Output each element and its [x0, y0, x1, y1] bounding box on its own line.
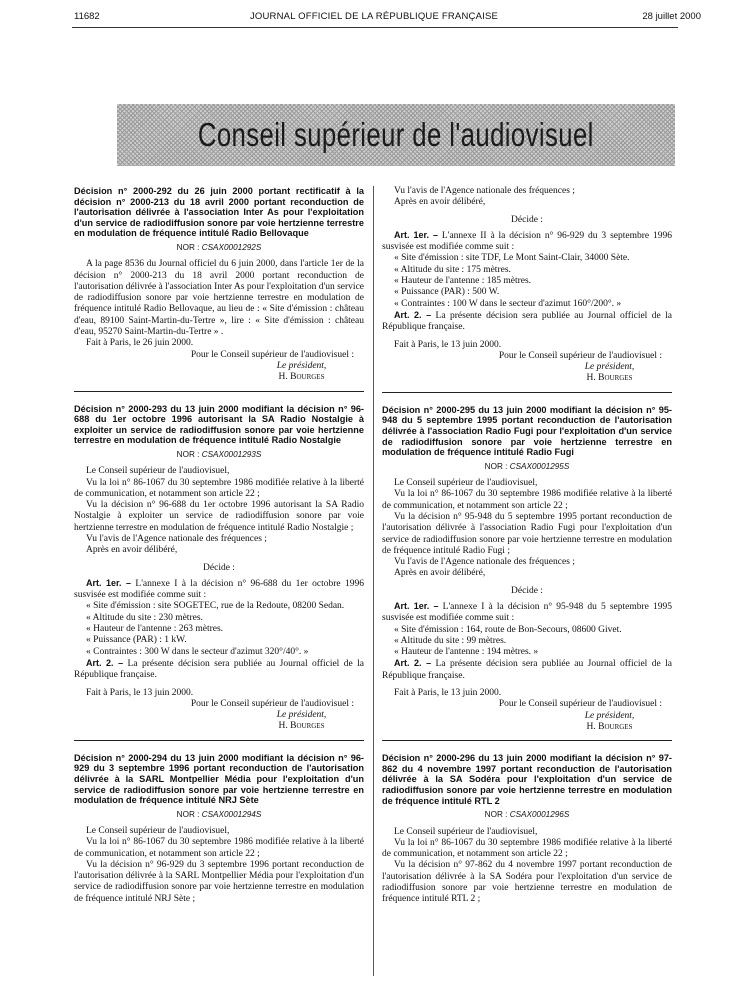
decision-heading: Décision n° 2000-294 du 13 juin 2000 modifiant la décision n° 96-929 du 3 septembre 1996 portant reconduction de l'autorisation délivrée à la SARL Montpellier Média pour l'exploitation d'un service de radiodiffusion sonore par voie hertzienne terrestre en modulation de fréquence intitulé NRJ Sète	[74, 752, 364, 806]
decision-heading: Décision n° 2000-293 du 13 juin 2000 modifiant la décision n° 96-688 du 1er octobre 1996 autorisant la SA Radio Nostalgie à exploiter un service de radiodiffusion sonore par voie hertzienne terrestre en modulation de fréquence intitulé Radio Nostalgie	[74, 403, 364, 446]
list-item: « Hauteur de l'antenne : 263 mètres.	[86, 624, 224, 635]
signature-name: H. Bourges	[278, 721, 325, 732]
signing-place-date: Fait à Paris, le 13 juin 2000.	[394, 339, 502, 350]
paragraph: Vu la décision n° 96-688 du 1er octobre 1996 autorisant la SA Radio Nostalgie à exploiter un service de radiodiffusion sonore par voie hertzienne terrestre en modulation de fréquence intitulé Radio Nostalgie ;	[74, 500, 364, 533]
paragraph: Vu la loi n° 86-1067 du 30 septembre 1986 modifiée relative à la liberté de communication, et notamment son article 22 ;	[382, 489, 672, 511]
list-item: « Altitude du site : 230 mètres.	[86, 612, 203, 623]
decision-heading: Décision n° 2000-295 du 13 juin 2000 modifiant la décision n° 95-948 du 5 septembre 1995 portant reconduction de l'autorisation délivrée à l'association Radio Fugi pour l'exploitation d'un service de radiodiffusion sonore par voie hertzienne terrestre en modulation de fréquence intitulé Radio Fugi	[382, 404, 672, 458]
section-banner	[117, 104, 675, 166]
article: Art. 1er. – L'annexe I à la décision n° 96-688 du 1er octobre 1996 susvisée est modifiée comme suit :	[74, 577, 365, 601]
paragraph: Vu l'avis de l'Agence nationale des fréquences ;	[86, 533, 267, 544]
paragraph: Vu la décision n° 95-948 du 5 septembre 1995 portant reconduction de l'autorisation délivrée à l'association Radio Fugi pour l'exploitation d'un service de radiodiffusion sonore par voie hertzienne terrestre en modulation de fréquence intitulé Radio Fugi ;	[382, 511, 672, 556]
signing-place-date: Fait à Paris, le 13 juin 2000.	[394, 688, 502, 699]
separator	[74, 740, 364, 741]
paragraph: Vu l'avis de l'Agence nationale des fréquences ;	[394, 186, 575, 196]
paragraph: Après en avoir délibéré,	[394, 197, 486, 208]
paragraph: Le Conseil supérieur de l'audiovisuel,	[394, 826, 538, 837]
list-item: « Site d'émission : site TDF, Le Mont Saint-Clair, 34000 Sète.	[394, 253, 630, 264]
signature-name: H. Bourges	[278, 372, 325, 383]
right-column	[382, 186, 672, 906]
paragraph: A la page 8536 du Journal officiel du 6 juin 2000, dans l'article 1er de la décision n° 2000-213 du 18 avril 2000 portant reconduction de l'autorisation délivrée à l'association Inter As pour l'exploitation d'un service de radiodiffusion sonore par voie hertzienne terrestre en modulation de fréquence intitulé Radio Bellovaque, au lieu de : « Site d'émission : château d'eau, 89100 Saint-Martin-du-Tertre », lire : « Site d'émission : château d'eau, 95270 Saint-Martin-du-Tertre » .	[74, 259, 364, 338]
list-item: « Site d'émission : site SOGETEC, rue de la Redoute, 08200 Sedan.	[86, 601, 345, 612]
paragraph: Vu la loi n° 86-1067 du 30 septembre 1986 modifiée relative à la liberté de communication, et notamment son article 22 ;	[382, 837, 672, 860]
article: Art. 2. – La présente décision sera publiée au Journal officiel de la République française.	[382, 658, 672, 681]
article: Art. 1er. – L'annexe I à la décision n° 95-948 du 5 septembre 1995 susvisée est modifiée comme suit :	[382, 600, 672, 624]
paragraph: Le Conseil supérieur de l'audiovisuel,	[394, 478, 538, 489]
paragraph: Vu la loi n° 86-1067 du 30 septembre 1986 modifiée relative à la liberté de communication, et notamment son article 22 ;	[74, 477, 364, 499]
decision-heading: Décision n° 2000-292 du 26 juin 2000 portant rectificatif à la décision n° 2000-213 du 18 avril 2000 portant reconduction de l'autorisation délivrée à l'association Inter As pour l'exploitation d'un service de radiodiffusion sonore par voie hertzienne terrestre en modulation de fréquence intitulé Radio Bellovaque	[74, 186, 364, 239]
signature-title: Le président,	[276, 710, 327, 721]
paragraph: Le Conseil supérieur de l'audiovisuel,	[86, 466, 230, 477]
signature-title: Le président,	[584, 362, 635, 373]
nor-reference: NOR : CSAX0001295S	[484, 461, 570, 471]
header-rule	[72, 27, 678, 28]
decide-label: Décide :	[511, 585, 543, 596]
list-item: « Puissance (PAR) : 1 kW.	[86, 635, 187, 646]
left-column	[74, 186, 364, 905]
nor-reference: NOR : CSAX0001294S	[176, 809, 262, 819]
paragraph: Vu l'avis de l'Agence nationale des fréquences ;	[394, 557, 575, 568]
list-item: « Contraintes : 100 W dans le secteur d'azimut 160°/200°. »	[394, 298, 622, 309]
list-item: « Altitude du site : 175 mètres.	[394, 264, 511, 275]
signature-name: H. Bourges	[586, 721, 633, 732]
signature-for: Pour le Conseil supérieur de l'audiovisuel :	[498, 350, 662, 361]
list-item: « Hauteur de l'antenne : 194 mètres. »	[394, 647, 539, 658]
paragraph: Le Conseil supérieur de l'audiovisuel,	[86, 826, 230, 836]
decide-label: Décide :	[203, 562, 235, 573]
list-item: « Altitude du site : 99 mètres.	[394, 635, 507, 646]
signature-for: Pour le Conseil supérieur de l'audiovisuel :	[190, 698, 354, 709]
issue-date: 28 juillet 2000	[642, 11, 701, 22]
nor-reference: NOR : CSAX0001296S	[484, 810, 570, 820]
signature-for: Pour le Conseil supérieur de l'audiovisuel :	[498, 699, 662, 710]
list-item: « Site d'émission : 164, route de Bon-Secours, 08600 Givet.	[394, 624, 622, 635]
separator	[382, 392, 672, 393]
journal-title: JOURNAL OFFICIEL DE LA RÉPUBLIQUE FRANÇAISE	[249, 11, 499, 22]
list-item: « Contraintes : 300 W dans le secteur d'azimut 320°/40°. »	[86, 646, 309, 657]
article: Art. 2. – La présente décision sera publiée au Journal officiel de la République française.	[382, 309, 672, 333]
article: Art. 2. – La présente décision sera publiée au Journal officiel de la République française.	[74, 657, 364, 681]
separator	[74, 391, 364, 392]
nor-reference: NOR : CSAX0001293S	[176, 449, 262, 459]
page-header	[0, 9, 748, 23]
signing-place-date: Fait à Paris, le 13 juin 2000.	[86, 687, 194, 698]
paragraph: Vu la décision n° 97-862 du 4 novembre 1997 portant reconduction de l'autorisation délivrée à la SA Sodéra pour l'exploitation d'un service de radiodiffusion sonore par voie hertzienne terrestre en modulation de fréquence intitulé RTL 2 ;	[382, 860, 672, 905]
page-number: 11682	[74, 11, 100, 22]
paragraph: Vu la décision n° 96-929 du 3 septembre 1996 portant reconduction de l'autorisation délivrée à la SARL Montpellier Média pour l'exploitation d'un service de radiodiffusion sonore par voie hertzienne terrestre en modulation de fréquence intitulé NRJ Sète ;	[74, 859, 364, 904]
paragraph: Après en avoir délibéré,	[86, 545, 178, 556]
column-divider	[373, 186, 374, 976]
paragraph: Après en avoir délibéré,	[394, 568, 486, 579]
signature-name: H. Bourges	[586, 373, 633, 384]
decide-label: Décide :	[511, 214, 543, 225]
signature-title: Le président,	[276, 360, 327, 371]
nor-reference: NOR : CSAX0001292S	[176, 242, 262, 252]
banner-title: Conseil supérieur de l'audiovisuel	[198, 116, 594, 153]
paragraph: Vu la loi n° 86-1067 du 30 septembre 1986 modifiée relative à la liberté de communication, et notamment son article 22 ;	[74, 837, 364, 859]
signature-for: Pour le Conseil supérieur de l'audiovisuel :	[190, 349, 354, 360]
list-item: « Hauteur de l'antenne : 185 mètres.	[394, 276, 532, 287]
article: Art. 1er. – L'annexe II à la décision n° 96-929 du 3 septembre 1996 susvisée est modifiée comme suit :	[382, 229, 672, 253]
signature-title: Le président,	[584, 710, 635, 721]
separator	[382, 740, 672, 741]
list-item: « Puissance (PAR) : 500 W.	[394, 287, 500, 298]
decision-heading: Décision n° 2000-296 du 13 juin 2000 modifiant la décision n° 97-862 du 4 novembre 1997 portant reconduction de l'autorisation délivrée à la SA Sodéra pour l'exploitation d'un service de radiodiffusion sonore par voie hertzienne terrestre en modulation de fréquence intitulé RTL 2	[382, 753, 672, 806]
signing-place-date: Fait à Paris, le 26 juin 2000.	[86, 338, 194, 349]
